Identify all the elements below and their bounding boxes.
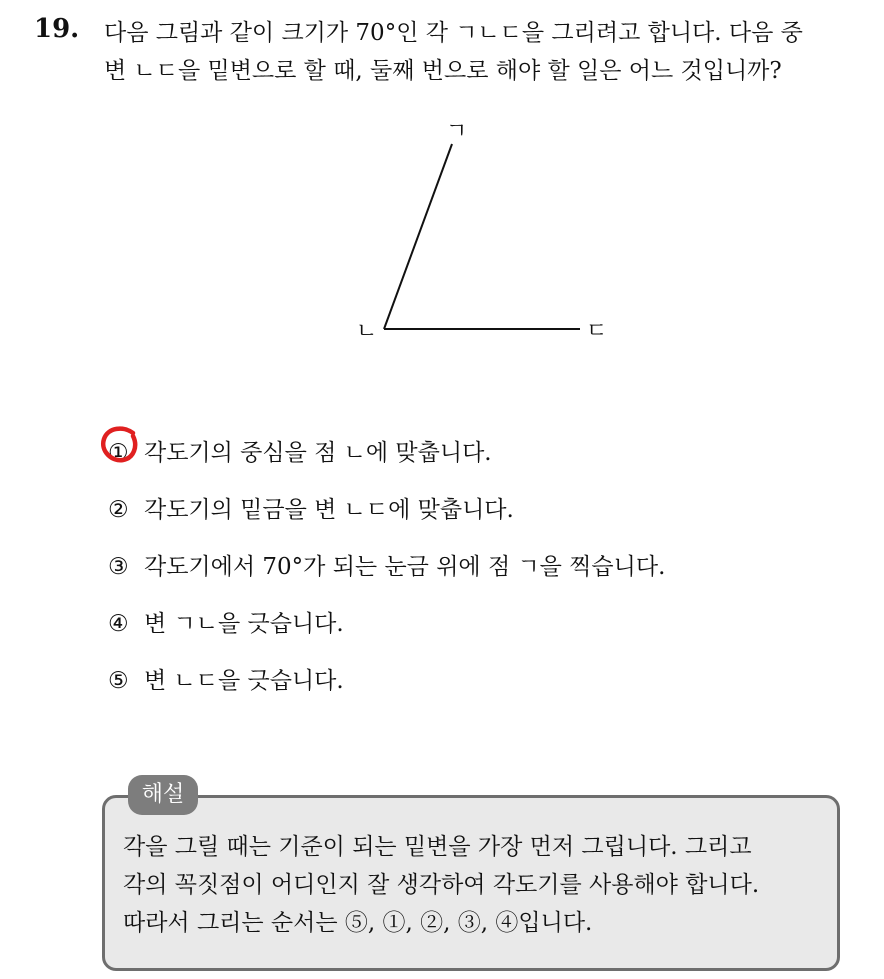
choice-number: ③: [108, 553, 129, 580]
choice-3[interactable]: [108, 538, 848, 595]
label-vertex-point: ㄴ: [356, 319, 378, 344]
question-number: 19.: [34, 14, 80, 44]
choice-5[interactable]: [108, 652, 848, 709]
question-line-1: 다음 그림과 같이 크기가 70°인 각 ㄱㄴㄷ을 그리려고 합니다. 다음 중: [104, 20, 803, 46]
choice-text: 각도기의 밑금을 변 ㄴㄷ에 맞춥니다.: [144, 496, 514, 523]
choice-number: ①: [108, 439, 129, 466]
choice-number: ②: [108, 496, 129, 523]
angle-diagram: [340, 108, 640, 348]
choice-2[interactable]: [108, 481, 848, 538]
question-text: [104, 14, 874, 90]
choice-text: 변 ㄱㄴ을 긋습니다.: [144, 610, 344, 637]
solution-line-2: 각의 꼭짓점이 어디인지 잘 생각하여 각도기를 사용해야 합니다.: [123, 872, 760, 898]
choice-number: ④: [108, 610, 129, 637]
label-right-point: ㄷ: [586, 319, 608, 344]
answer-choices: [108, 424, 848, 709]
solution-tag: 해설: [128, 775, 198, 815]
solution-line-3: 따라서 그리는 순서는 ⑤, ①, ②, ③, ④입니다.: [123, 910, 593, 936]
choice-4[interactable]: [108, 595, 848, 652]
choice-text: 각도기의 중심을 점 ㄴ에 맞춥니다.: [144, 439, 492, 466]
ray-vertex-to-top: [384, 144, 452, 329]
choice-text: 각도기에서 70°가 되는 눈금 위에 점 ㄱ을 찍습니다.: [144, 553, 666, 580]
label-top-point: ㄱ: [446, 119, 468, 144]
solution-line-1: 각을 그릴 때는 기준이 되는 밑변을 가장 먼저 그립니다. 그리고: [123, 834, 752, 860]
choice-text: 변 ㄴㄷ을 긋습니다.: [144, 667, 344, 694]
choice-1[interactable]: [108, 424, 848, 481]
choice-number: ⑤: [108, 667, 129, 694]
question-line-2: 변 ㄴㄷ을 밑변으로 할 때, 둘째 번으로 해야 할 일은 어느 것입니까?: [104, 58, 782, 84]
solution-box: [102, 795, 840, 971]
solution-text: [123, 828, 823, 942]
angle-figure: [340, 108, 640, 348]
